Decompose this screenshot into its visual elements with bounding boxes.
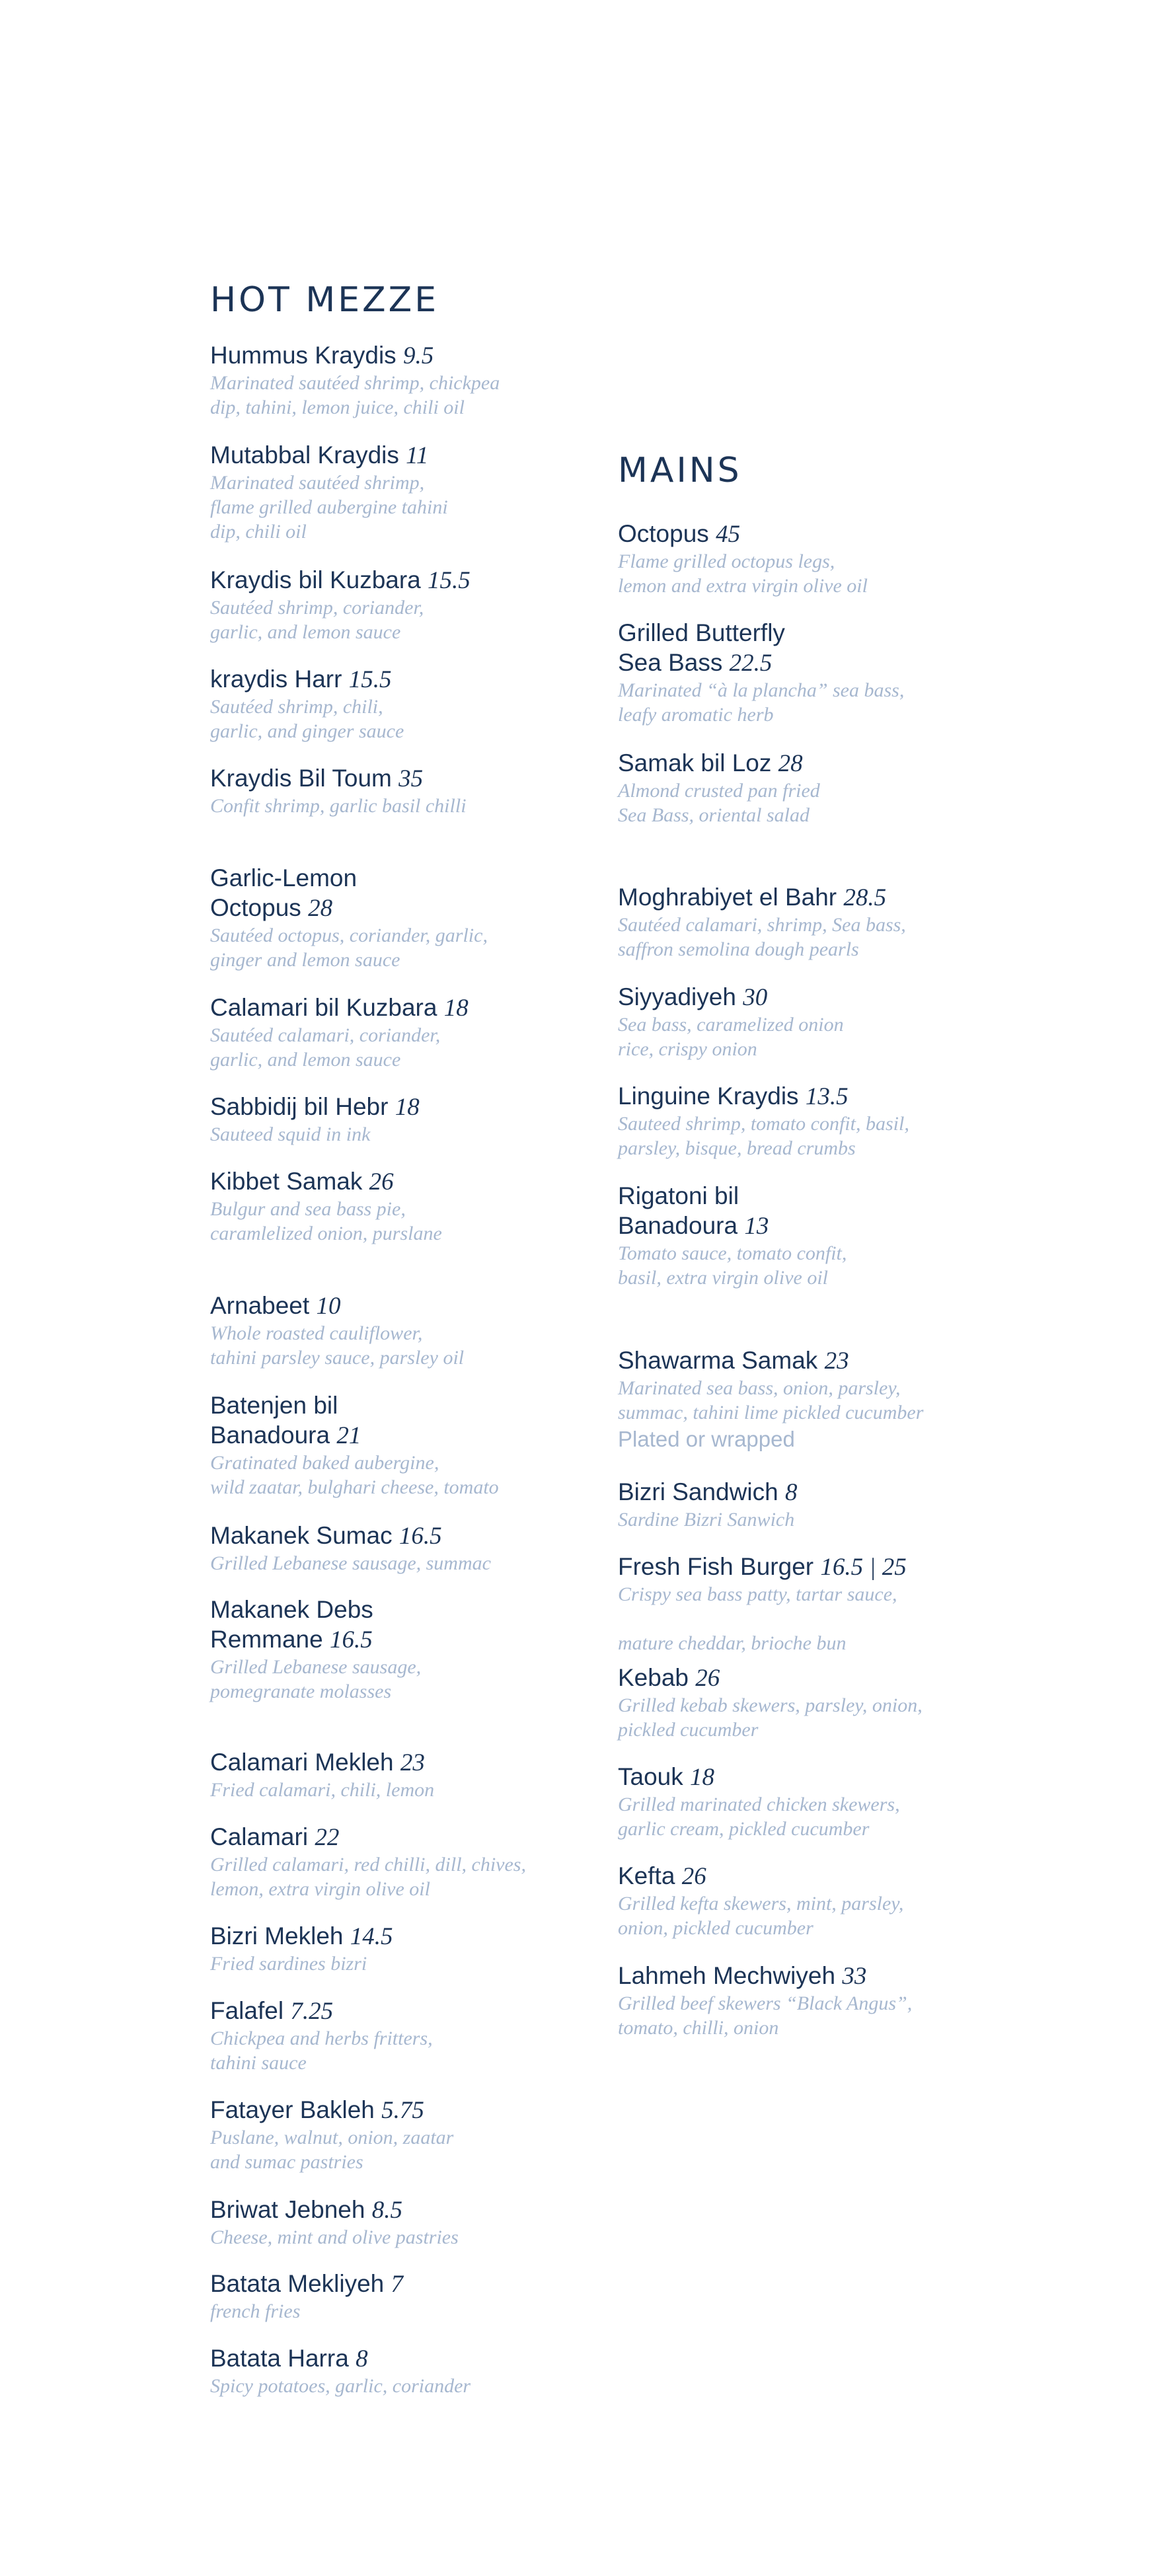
item-price: 23 bbox=[824, 1347, 849, 1375]
item-price: 18 bbox=[443, 995, 469, 1022]
item-name: Sabbidij bil Hebr bbox=[210, 1093, 389, 1120]
item-description: Grilled kebab skewers, parsley, onion, pickled cucumber bbox=[618, 1694, 923, 1741]
item-description: Sautéed calamari, shrimp, Sea bass, saffron semolina dough pearls bbox=[618, 914, 906, 960]
item-description: Fried sardines bizri bbox=[210, 1953, 367, 1975]
item-name: Taouk bbox=[618, 1763, 683, 1790]
item-price: 45 bbox=[716, 521, 741, 548]
menu-item bbox=[210, 1996, 607, 2075]
item-name: Calamari bbox=[210, 1823, 309, 1850]
item-price: 18 bbox=[395, 1094, 420, 1121]
item-name: Siyyadiyeh bbox=[618, 983, 736, 1010]
item-description: Grilled beef skewers “Black Angus”, tomato, chilli, onion bbox=[618, 1992, 913, 2039]
menu-item bbox=[210, 1595, 607, 1704]
item-price: 11 bbox=[406, 442, 429, 469]
item-price: 18 bbox=[690, 1764, 715, 1791]
menu-item bbox=[210, 863, 607, 972]
item-price: 14.5 bbox=[350, 1923, 393, 1950]
menu-item bbox=[210, 2269, 607, 2324]
item-price: 23 bbox=[400, 1749, 425, 1776]
item-name: Bizri Mekleh bbox=[210, 1922, 344, 1950]
item-name: Batata Harra bbox=[210, 2345, 349, 2372]
item-description: Sautéed shrimp, chili, garlic, and ginger sauce bbox=[210, 696, 404, 742]
item-name: Batenjen bil Banadoura bbox=[210, 1392, 338, 1449]
item-price: 8 bbox=[356, 2345, 368, 2372]
item-price: 30 bbox=[743, 984, 768, 1011]
item-name: Falafel bbox=[210, 1997, 284, 2024]
item-description: Sea bass, caramelized onion rice, crispy onion bbox=[618, 1014, 844, 1060]
item-description: Gratinated baked aubergine, wild zaatar, bulghari cheese, tomato bbox=[210, 1452, 499, 1498]
item-description: Sauteed shrimp, tomato confit, basil, parsley, bisque, bread crumbs bbox=[618, 1113, 909, 1159]
item-price: 15.5 bbox=[428, 567, 471, 594]
item-description: Confit shrimp, garlic basil chilli bbox=[210, 795, 467, 817]
item-name: Arnabeet bbox=[210, 1292, 310, 1319]
item-description: Puslane, walnut, onion, zaatar and sumac pastries bbox=[210, 2127, 454, 2173]
item-description: Grilled marinated chicken skewers, garlic cream, pickled cucumber bbox=[618, 1794, 900, 1840]
item-price: 7.25 bbox=[290, 1998, 334, 2025]
menu-item bbox=[210, 1092, 607, 1147]
item-price: 26 bbox=[681, 1863, 706, 1890]
menu-item bbox=[618, 1861, 1041, 1940]
item-name: Makanek Sumac bbox=[210, 1522, 393, 1549]
serving-option-note: Plated or wrapped bbox=[618, 1427, 795, 1451]
item-name: Samak bil Loz bbox=[618, 749, 772, 777]
menu-item bbox=[210, 664, 607, 743]
menu-item bbox=[210, 1747, 607, 1802]
item-price: 8.5 bbox=[371, 2197, 402, 2224]
item-name: Kibbet Samak bbox=[210, 1168, 363, 1195]
item-description: Sardine Bizri Sanwich bbox=[618, 1509, 795, 1531]
item-name: Batata Mekliyeh bbox=[210, 2270, 385, 2297]
item-name: Octopus bbox=[618, 520, 709, 547]
item-description: Tomato sauce, tomato confit, basil, extra virgin olive oil bbox=[618, 1242, 847, 1289]
item-description: Grilled kefta skewers, mint, parsley, onion, pickled cucumber bbox=[618, 1893, 904, 1939]
item-description: french fries bbox=[210, 2300, 301, 2322]
item-description: Flame grilled octopus legs, lemon and extra virgin olive oil bbox=[618, 550, 868, 597]
item-price: 16.5 bbox=[398, 1523, 442, 1550]
item-description: Almond crusted pan fried Sea Bass, oriental salad bbox=[618, 780, 820, 826]
item-description: Grilled calamari, red chilli, dill, chives, lemon, extra virgin olive oil bbox=[210, 1854, 526, 1900]
item-price: 26 bbox=[369, 1168, 394, 1195]
item-description: Spicy potatoes, garlic, coriander bbox=[210, 2375, 471, 2397]
item-name: Makanek Debs Remmane bbox=[210, 1596, 373, 1653]
menu-item bbox=[618, 882, 1041, 962]
menu-item bbox=[210, 440, 607, 544]
item-price: 13.5 bbox=[805, 1083, 849, 1110]
item-name: Calamari bil Kuzbara bbox=[210, 994, 437, 1021]
item-description: Bulgur and sea bass pie, caramlelized onion, purslane bbox=[210, 1198, 442, 1244]
menu-item bbox=[210, 1521, 607, 1575]
item-name: Kraydis Bil Toum bbox=[210, 765, 392, 792]
item-name: Kefta bbox=[618, 1862, 675, 1889]
menu-item bbox=[618, 1081, 1041, 1160]
item-price: 8 bbox=[784, 1479, 798, 1506]
menu-item bbox=[210, 1166, 607, 1246]
item-price: 28 bbox=[308, 895, 333, 922]
item-description: Chickpea and herbs fritters, tahini sauce bbox=[210, 2027, 433, 2074]
item-price: 16.5 bbox=[329, 1626, 373, 1653]
menu-item bbox=[210, 565, 607, 644]
menu-item bbox=[618, 1345, 1041, 1454]
item-name: Fresh Fish Burger bbox=[618, 1553, 814, 1580]
item-description: Whole roasted cauliflower, tahini parsley sauce, parsley oil bbox=[210, 1322, 465, 1369]
item-name: Shawarma Samak bbox=[618, 1347, 818, 1374]
menu-item bbox=[618, 1552, 1041, 1655]
menu-item bbox=[618, 1181, 1041, 1290]
menu-item bbox=[210, 2195, 607, 2250]
item-name: Kraydis bil Kuzbara bbox=[210, 566, 421, 593]
item-description: Grilled Lebanese sausage, pomegranate molasses bbox=[210, 1656, 422, 1702]
menu-item bbox=[210, 2095, 607, 2174]
item-price: 5.75 bbox=[381, 2097, 424, 2124]
item-description: Marinated “à la plancha” sea bass, leafy aromatic herb bbox=[618, 679, 905, 726]
item-price: 10 bbox=[316, 1293, 341, 1320]
menu-item bbox=[210, 1291, 607, 1370]
item-price: 7 bbox=[391, 2271, 404, 2298]
hot-mezze-heading: HOT MEZZE bbox=[210, 280, 439, 320]
item-price: 16.5 | 25 bbox=[820, 1554, 907, 1581]
item-name: Calamari Mekleh bbox=[210, 1749, 394, 1776]
item-name: kraydis Harr bbox=[210, 665, 342, 693]
item-name: Fatayer Bakleh bbox=[210, 2096, 375, 2123]
item-name: Linguine Kraydis bbox=[618, 1082, 799, 1110]
menu-item bbox=[618, 748, 1041, 827]
item-name: Moghrabiyet el Bahr bbox=[618, 884, 837, 911]
menu-item bbox=[618, 1762, 1041, 1841]
item-description: Sauteed squid in ink bbox=[210, 1123, 371, 1145]
item-price: 22.5 bbox=[729, 650, 773, 677]
item-name: Garlic-Lemon Octopus bbox=[210, 864, 358, 921]
menu-item bbox=[210, 340, 607, 420]
item-name: Briwat Jebneh bbox=[210, 2196, 365, 2223]
item-price: 35 bbox=[398, 765, 424, 792]
item-price: 28.5 bbox=[843, 884, 887, 911]
item-price: 21 bbox=[336, 1422, 361, 1449]
item-price: 15.5 bbox=[348, 666, 392, 693]
item-description: Crispy sea bass patty, tartar sauce, mature cheddar, brioche bun bbox=[618, 1583, 897, 1654]
item-name: Kebab bbox=[618, 1664, 689, 1691]
item-price: 9.5 bbox=[402, 342, 434, 369]
menu-item bbox=[210, 1822, 607, 1901]
menu-item bbox=[210, 993, 607, 1072]
menu-item bbox=[618, 982, 1041, 1061]
menu-item bbox=[210, 763, 607, 818]
menu-item bbox=[210, 2343, 607, 2398]
menu-item bbox=[618, 1663, 1041, 1742]
mains-heading: MAINS bbox=[618, 451, 742, 490]
item-price: 28 bbox=[778, 750, 803, 777]
item-name: Hummus Kraydis bbox=[210, 342, 397, 369]
item-name: Bizri Sandwich bbox=[618, 1478, 778, 1505]
item-description: Sautéed calamari, coriander, garlic, and lemon sauce bbox=[210, 1024, 441, 1071]
menu-item bbox=[618, 618, 1041, 727]
menu-item bbox=[618, 519, 1041, 598]
item-description: Marinated sautéed shrimp, chickpea dip, tahini, lemon juice, chili oil bbox=[210, 372, 500, 418]
item-name: Lahmeh Mechwiyeh bbox=[618, 1962, 836, 1989]
menu-item bbox=[210, 1390, 607, 1499]
menu-item bbox=[210, 1921, 607, 1976]
menu-item bbox=[618, 1477, 1041, 1532]
item-description: Fried calamari, chili, lemon bbox=[210, 1779, 435, 1801]
item-name: Grilled Butterfly Sea Bass bbox=[618, 619, 785, 676]
item-name: Mutabbal Kraydis bbox=[210, 441, 399, 469]
item-description: Cheese, mint and olive pastries bbox=[210, 2226, 459, 2248]
item-description: Sautéed shrimp, coriander, garlic, and lemon sauce bbox=[210, 597, 424, 643]
item-description: Marinated sea bass, onion, parsley, summac, tahini lime pickled cucumber bbox=[618, 1377, 924, 1423]
item-price: 22 bbox=[315, 1824, 340, 1851]
item-price: 13 bbox=[744, 1213, 769, 1240]
item-price: 33 bbox=[842, 1963, 867, 1990]
menu-item bbox=[618, 1961, 1041, 2040]
item-price: 26 bbox=[695, 1665, 720, 1692]
item-description: Grilled Lebanese sausage, summac bbox=[210, 1552, 491, 1574]
item-name: Rigatoni bil Banadoura bbox=[618, 1182, 739, 1239]
item-description: Sautéed octopus, coriander, garlic, ginger and lemon sauce bbox=[210, 925, 488, 971]
item-description: Marinated sautéed shrimp, flame grilled aubergine tahini dip, chili oil bbox=[210, 472, 448, 543]
